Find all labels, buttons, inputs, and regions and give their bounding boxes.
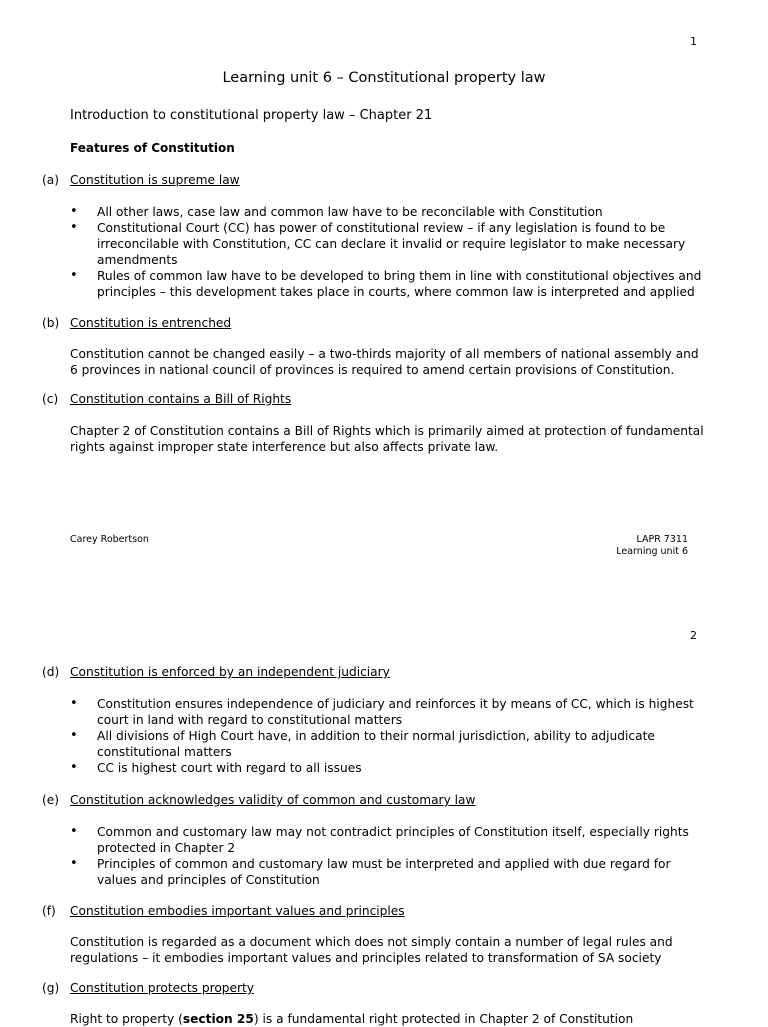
section-reference: section 25 [182,1012,254,1026]
section-heading-c: Constitution contains a Bill of Rights [70,392,292,406]
paragraph-f: Constitution is regarded as a document which does not simply contain a number of legal rules and regulations – it embodies important values and principles related to transformation of SA society [70,935,673,965]
section-label-b: (b) [42,316,60,330]
chapter-subtitle: Introduction to constitutional property law – Chapter 21 [70,108,433,123]
paragraph-g [70,1011,710,1027]
section-label-g: (g) [42,981,60,995]
list-item: • Constitution ensures independence of judiciary and reinforces it by means of CC, which is highest court in land with regard to constitutional matters [70,696,705,728]
bullet-list-a [70,204,705,300]
section-heading-b: Constitution is entrenched [70,316,232,330]
section-label-e: (e) [42,793,60,807]
section-label-d: (d) [42,665,60,679]
list-item: • All other laws, case law and common law have to be reconcilable with Constitution [70,204,705,220]
section-heading-a: Constitution is supreme law [70,173,240,187]
page-title: Learning unit 6 – Constitutional property law [222,70,546,86]
section-heading-f: Constitution embodies important values and principles [70,904,405,918]
page-number: 2 [690,629,697,642]
section-heading-d: Constitution is enforced by an independent judiciary [70,665,390,679]
paragraph-g-text-after: ) is a fundamental right protected in Chapter 2 of Constitution [253,1012,634,1026]
bullet-list-d [70,696,705,776]
list-item: • Rules of common law have to be developed to bring them in line with constitutional objectives and principles – this development takes place in courts, where common law is interpreted and applied [70,268,705,300]
paragraph-c: Chapter 2 of Constitution contains a Bill of Rights which is primarily aimed at protection of fundamental rights against improper state interference but also affects private law. [70,424,704,454]
section-heading-e: Constitution acknowledges validity of common and customary law [70,793,476,807]
paragraph-g-text-before: Right to property ( [70,1012,183,1026]
footer-course-code: LAPR 7311 [636,534,688,545]
section-label-c: (c) [42,392,59,406]
list-item: • All divisions of High Court have, in addition to their normal jurisdiction, ability to adjudicate constitutional matters [70,728,705,760]
list-item: • Constitutional Court (CC) has power of constitutional review – if any legislation is found to be irreconcilable with Constitution, CC can declare it invalid or require legislator to make necessary amendments [70,220,705,268]
list-item: • Common and customary law may not contradict principles of Constitution itself, especially rights protected in Chapter 2 [70,824,705,856]
footer-course [616,534,688,558]
page-number: 1 [690,35,697,48]
section-heading-g: Constitution protects property [70,981,255,995]
section-label-a: (a) [42,173,59,187]
paragraph-b: Constitution cannot be changed easily – a two-thirds majority of all members of national assembly and 6 provinces in national council of provinces is required to amend certain provisions of Constitution. [70,347,699,377]
bullet-list-e [70,824,705,888]
section-label-f: (f) [42,904,56,918]
footer-unit: Learning unit 6 [616,546,688,557]
list-item: • CC is highest court with regard to all issues [70,760,705,776]
footer-author: Carey Robertson [70,534,149,545]
features-heading: Features of Constitution [70,141,235,155]
list-item: • Principles of common and customary law must be interpreted and applied with due regard for values and principles of Constitution [70,856,705,888]
